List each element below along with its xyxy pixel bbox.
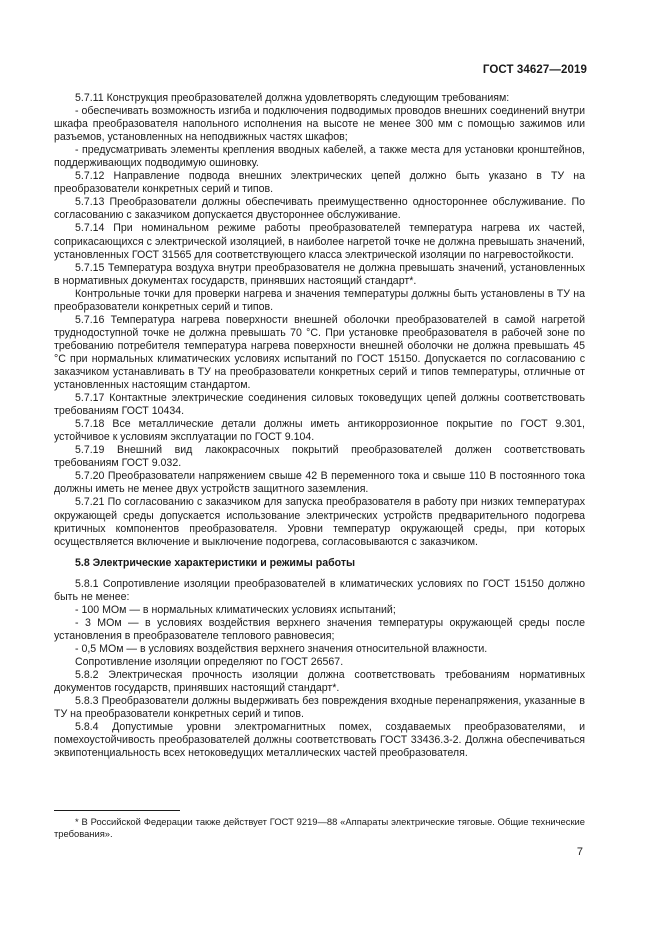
list-item: - обеспечивать возможность изгиба и подключения подводимых проводов внешних соединений внутри шкафа преобразователя напольного исполнения на высоте не менее 300 мм с помощью зажимов или разъемов, установленных на неподвижных частях шкафов; <box>54 105 585 144</box>
paragraph: Контрольные точки для проверки нагрева и значения температуры должны быть установлены в ТУ на преобразователи конкретных серий и типов. <box>54 287 585 313</box>
section-heading-5-8: 5.8 Электрические характеристики и режимы работы <box>75 556 356 569</box>
paragraph-5-7-11: 5.7.11 Конструкция преобразователей должна удовлетворять следующим требованиям: <box>75 92 510 104</box>
paragraph-5-8-3: 5.8.3 Преобразователи должны выдерживать без повреждения входные перенапряжения, указанные в ТУ на преобразователи конкретных серий и типов. <box>54 695 585 721</box>
list-item: - предусматривать элементы крепления вводных кабелей, а также места для установки кронштейнов, поддерживающих подводимую ошиновку. <box>54 144 585 170</box>
page-number: 7 <box>576 846 583 858</box>
page-header-standard: ГОСТ 34627—2019 <box>482 64 587 76</box>
paragraph-5-7-17: 5.7.17 Контактные электрические соединения силовых токоведущих цепей должны соответствовать требованиям ГОСТ 10434. <box>54 392 585 418</box>
paragraph-5-7-20: 5.7.20 Преобразователи напряжением свыше 42 В переменного тока и свыше 110 В постоянного тока должны иметь не менее двух устройств защитного заземления. <box>54 470 585 496</box>
paragraph-5-7-12: 5.7.12 Направление подвода внешних электрических цепей должно быть указано в ТУ на преобразователи конкретных серий и типов. <box>54 170 585 196</box>
list-item: - 100 МОм — в нормальных климатических условиях испытаний; <box>75 603 396 616</box>
paragraph-5-8-1: 5.8.1 Сопротивление изоляции преобразователей в климатических условиях по ГОСТ 15150 должно быть не менее: <box>54 577 585 603</box>
list-item: - 0,5 МОм — в условиях воздействия верхнего значения относительной влажности. <box>75 642 488 655</box>
paragraph-5-7-19: 5.7.19 Внешний вид лакокрасочных покрытий преобразователей должен соответствовать требованиям ГОСТ 9.032. <box>54 444 585 470</box>
paragraph-5-7-15: 5.7.15 Температура воздуха внутри преобразователя не должна превышать значений, установленных в нормативных документах государств, принявших настоящий стандарт*. <box>54 261 585 287</box>
document-body <box>54 92 585 760</box>
paragraph: Сопротивление изоляции определяют по ГОСТ 26567. <box>75 655 344 668</box>
paragraph-5-7-13: 5.7.13 Преобразователи должны обеспечивать преимущественно одностороннее обслуживание. По согласованию с заказчиком допускается двустороннее обслуживание. <box>54 196 585 222</box>
paragraph-5-7-14: 5.7.14 При номинальном режиме работы преобразователей температура нагрева их частей, соприкасающихся с электрической изоляцией, в наиболее нагретой точке не должна превышать значений, установленных ГОСТ 31565 для соответствующего класса электрической изоляции по нагревостойкости. <box>54 222 585 261</box>
paragraph-5-7-18: 5.7.18 Все металлические детали должны иметь антикоррозионное покрытие по ГОСТ 9.301, устойчивое к условиям эксплуатации по ГОСТ 9.104. <box>54 418 585 444</box>
paragraph-5-8-4: 5.8.4 Допустимые уровни электромагнитных помех, создаваемых преобразователями, и помехоустойчивость преобразователей должны соответствовать ГОСТ 33436.3-2. Должна обеспечиваться эквипотенциальность всех нетоковедущих металлических частей преобразователя. <box>54 721 585 760</box>
footnote-divider <box>54 810 180 811</box>
paragraph-5-7-16: 5.7.16 Температура нагрева поверхности внешней оболочки преобразователей в самой нагретой труднодоступной точке не должна превышать 70 °С. При установке преобразователя в рабочей зоне по требованию потребителя температура нагрева поверхности внешней оболочки не должна превышать 45 °С при нормальных климатических условиях испытаний по ГОСТ 15150. Допускается по согласованию с заказчиком устанавливать в ТУ на преобразователи конкретных серий и типов температуры, отличные от установленных настоящим стандартом. <box>54 313 585 392</box>
paragraph-5-8-2: 5.8.2 Электрическая прочность изоляции должна соответствовать требованиям нормативных документов государств, принявших настоящий стандарт*. <box>54 669 585 695</box>
paragraph-5-7-21: 5.7.21 По согласованию с заказчиком для запуска преобразователя в работу при низких температурах окружающей среды допускается использование электрических устройств предварительного подогрева критичных компонентов преобразователя. Уровни температур окружающей среды, при которых осуществляется включение и выключение подогрева, согласовываются с заказчиком. <box>54 496 585 548</box>
footnote-text: * В Российской Федерации также действует ГОСТ 9219—88 «Аппараты электрические тяговые. Общие технические требования». <box>54 816 585 839</box>
list-item: - 3 МОм — в условиях воздействия верхнего значения температуры окружающей среды после установления в преобразователе теплового равновесия; <box>54 616 585 642</box>
footnote <box>54 816 585 840</box>
